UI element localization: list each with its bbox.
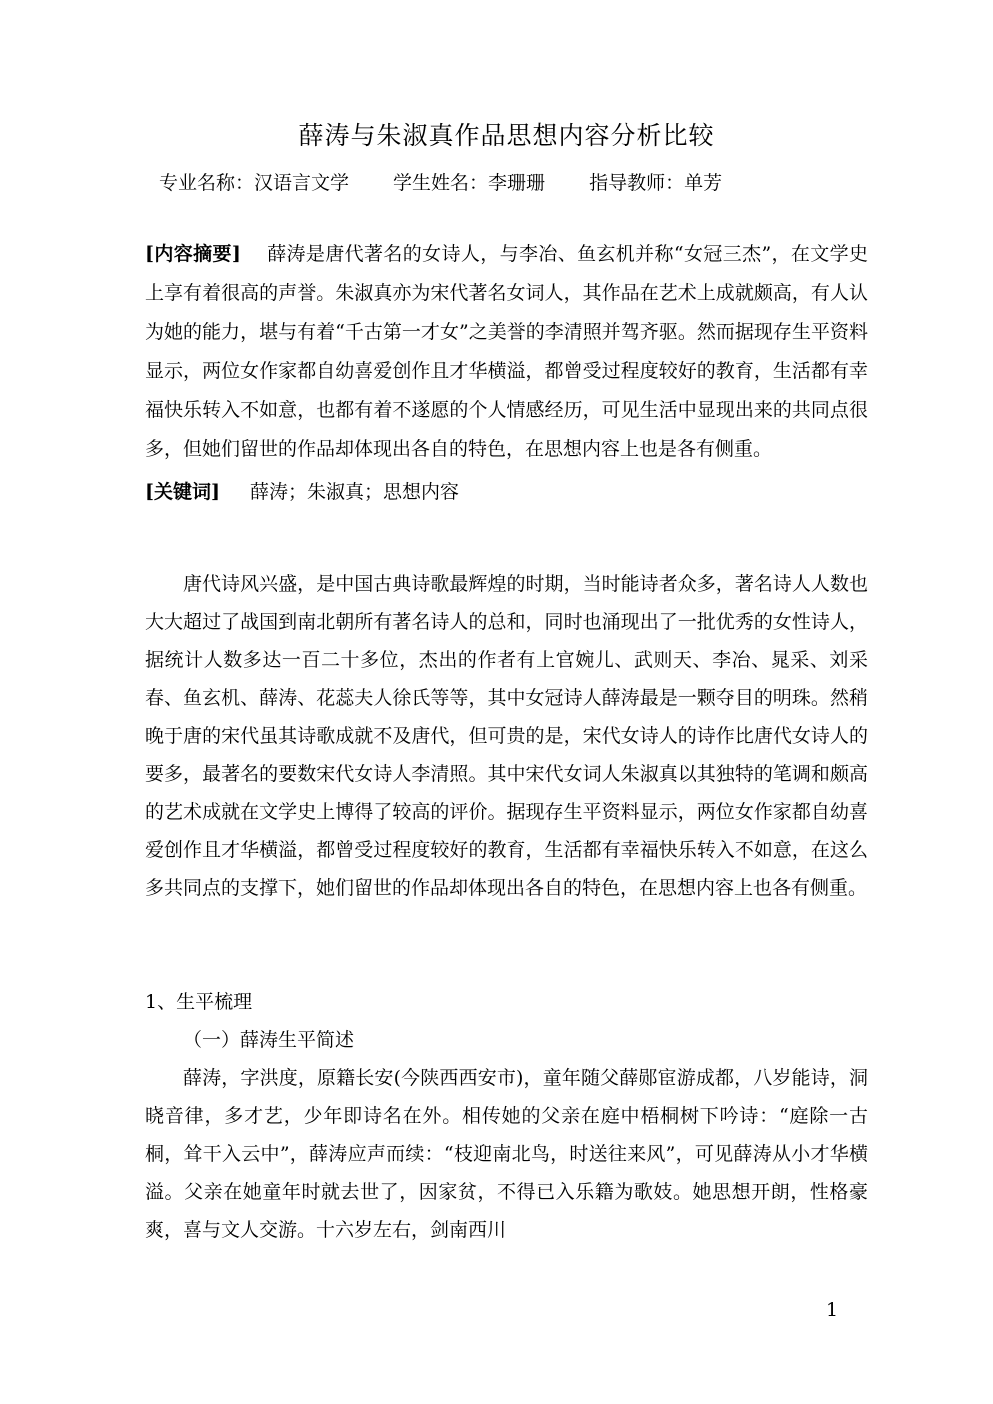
advisor-value: 单芳 (684, 172, 723, 194)
major-value: 汉语言文学 (254, 172, 350, 194)
meta-line (159, 170, 868, 197)
student-label: 学生姓名： (393, 172, 489, 194)
meta-student (393, 170, 545, 197)
body-paragraph: 唐代诗风兴盛，是中国古典诗歌最辉煌的时期，当时能诗者众多，著名诗人人数也大大超过了战国到南北朝所有著名诗人的总和，同时也涌现出了一批优秀的女性诗人，据统计人数多达一百二十多位，杰出的作者有上官婉儿、武则天、李冶、晁采、刘采春、鱼玄机、薛涛、花蕊夫人徐氏等等，其中女冠诗人薛涛最是一颗夺目的明珠。然稍晚于唐的宋代虽其诗歌成就不及唐代，但可贵的是，宋代女诗人的诗作比唐代女诗人的要多，最著名的要数宋代女诗人李清照。其中宋代女词人朱淑真以其独特的笔调和颇高的艺术成就在文学史上博得了较高的评价。据现存生平资料显示，两位女作家都自幼喜爱创作且才华横溢，都曾受过程度较好的教育，生活都有幸福快乐转入不如意，在这么多共同点的支撑下，她们留世的作品却体现出各自的特色，在思想内容上也各有侧重。 (145, 573, 868, 899)
advisor-label: 指导教师： (589, 172, 685, 194)
keywords-label: [关键词] (145, 481, 220, 503)
page-number: 1 (826, 1299, 839, 1321)
major-label: 专业名称： (159, 172, 255, 194)
meta-advisor (589, 170, 722, 197)
keywords-section (145, 477, 868, 507)
section-paragraph: 薛涛，字洪度，原籍长安(今陕西西安市)，童年随父薛郧宦游成都，八岁能诗，洞晓音律，多才艺，少年即诗名在外。相传她的父亲在庭中梧桐树下吟诗：“庭除一古桐，耸干入云中”，薛涛应声而续：“枝迎南北鸟，时送往来风”，可见薛涛从小才华横溢。父亲在她童年时就去世了，因家贫，不得已入乐籍为歌妓。她思想开朗，性格豪爽，喜与文人交游。十六岁左右，剑南西川 (145, 1067, 868, 1241)
meta-major (159, 170, 349, 197)
subsection-heading: （一）薛涛生平简述 (183, 1029, 355, 1051)
student-value: 李珊珊 (488, 172, 546, 194)
abstract-label: [内容摘要] (145, 243, 241, 265)
abstract-section (145, 235, 868, 469)
abstract-text: 薛涛是唐代著名的女诗人，与李冶、鱼玄机并称“女冠三杰”，在文学史上享有着很高的声誉。朱淑真亦为宋代著名女词人，其作品在艺术上成就颇高，有人认为她的能力，堪与有着“千古第一才女”之美誉的李清照并驾齐驱。然而据现存生平资料显示，两位女作家都自幼喜爱创作且才华横溢，都曾受过程度较好的教育，生活都有幸福快乐转入不如意，也都有着不遂愿的个人情感经历，可见生活中显现出来的共同点很多，但她们留世的作品却体现出各自的特色，在思想内容上也是各有侧重。 (145, 243, 868, 460)
keywords-text: 薛涛；朱淑真；思想内容 (249, 481, 459, 503)
section-heading: 1、生平梳理 (145, 991, 253, 1013)
document-title: 薛涛与朱淑真作品思想内容分析比较 (298, 121, 715, 150)
